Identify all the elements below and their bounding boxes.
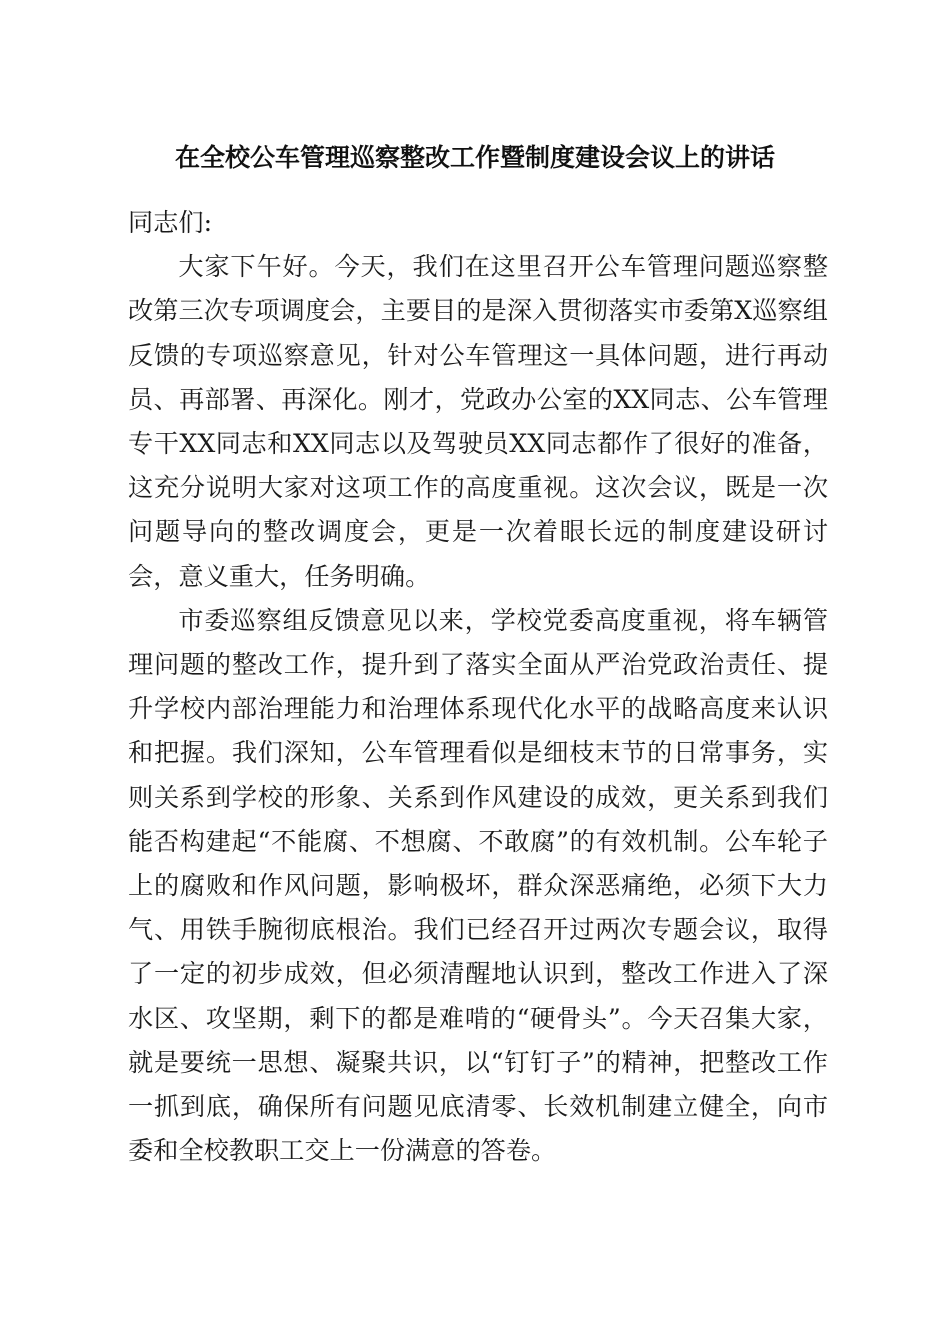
paragraph-2: 市委巡察组反馈意见以来，学校党委高度重视，将车辆管理问题的整改工作，提升到了落实全面从严治党政治责任、提升学校内部治理能力和治理体系现代化水平的战略高度来认识和把握。我们深知，公车管理看似是细枝末节的日常事务，实则关系到学校的形象、关系到作风建设的成效，更关系到我们能否构建起“不能腐、不想腐、不敢腐”的有效机制。公车轮子上的腐败和作风问题，影响极坏，群众深恶痛绝，必须下大力气、用铁手腕彻底根治。我们已经召开过两次专题会议，取得了一定的初步成效，但必须清醒地认识到，整改工作进入了深水区、攻坚期，剩下的都是难啃的“硬骨头”。今天召集大家，就是要统一思想、凝聚共识，以“钉钉子”的精神，把整改工作一抓到底，确保所有问题见底清零、长效机制建立健全，向市委和全校教职工交上一份满意的答卷。 xyxy=(128,605,828,1166)
salutation: 同志们: xyxy=(128,208,213,237)
document-body xyxy=(128,201,828,1173)
document-title: 在全校公车管理巡察整改工作暨制度建设会议上的讲话 xyxy=(174,143,775,172)
paragraph-1: 大家下午好。今天，我们在这里召开公车管理问题巡察整改第三次专项调度会，主要目的是深入贯彻落实市委第X巡察组反馈的专项巡察意见，针对公车管理这一具体问题，进行再动员、再部署、再深化。刚才，党政办公室的XX同志、公车管理专干XX同志和XX同志以及驾驶员XX同志都作了很好的准备，这充分说明大家对这项工作的高度重视。这次会议，既是一次问题导向的整改调度会，更是一次着眼长远的制度建设研讨会，意义重大，任务明确。 xyxy=(128,252,828,591)
